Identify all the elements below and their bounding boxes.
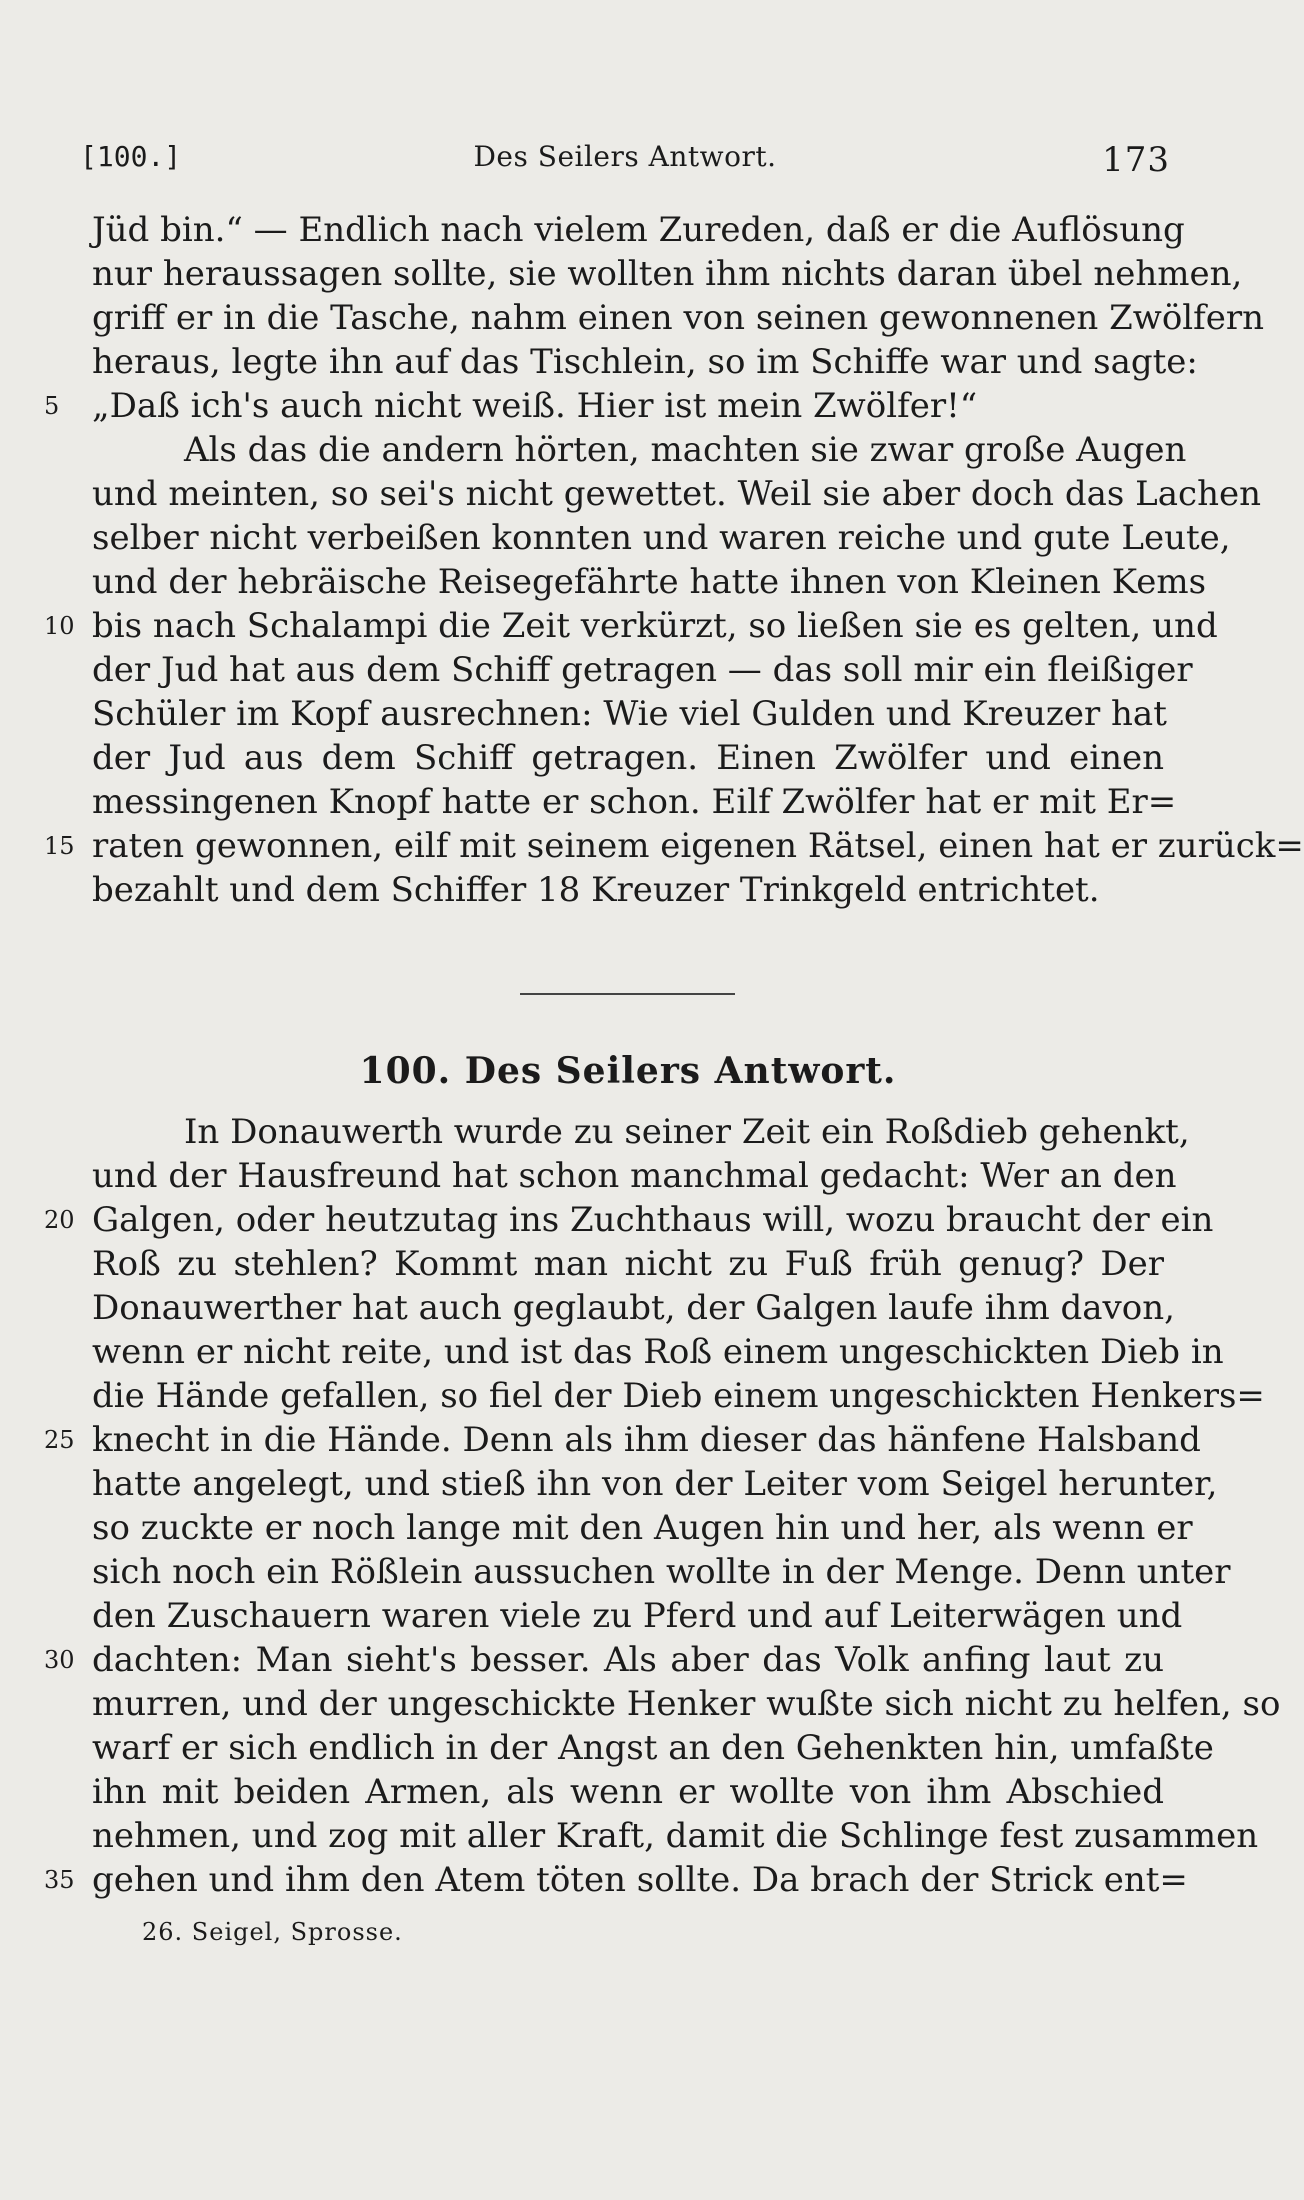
text-line: hatte angelegt, und stieß ihn von der Leiter vom Seigel herunter,: [92, 1464, 1218, 1504]
section-marker: [100.]: [80, 140, 182, 173]
text-line: dachten: Man sieht's besser. Als aber das Volk anfing laut zu: [92, 1640, 1164, 1680]
footnote: 26. Seigel, Sprosse.: [142, 1918, 403, 1946]
text-line: raten gewonnen, eilf mit seinem eigenen Rätsel, einen hat er zurück=: [92, 826, 1304, 866]
text-line: gehen und ihm den Atem töten sollte. Da brach der Strick ent=: [92, 1860, 1188, 1900]
line-number: 5: [44, 392, 60, 420]
text-line: messingenen Knopf hatte er schon. Eilf Zwölfer hat er mit Er=: [92, 782, 1177, 822]
text-line: den Zuschauern waren viele zu Pferd und auf Leiterwägen und: [92, 1596, 1183, 1636]
text-line: sich noch ein Rößlein aussuchen wollte in der Menge. Denn unter: [92, 1552, 1231, 1592]
text-line: „Daß ich's auch nicht weiß. Hier ist mein Zwölfer!“: [92, 386, 978, 426]
text-line: und der Hausfreund hat schon manchmal gedacht: Wer an den: [92, 1156, 1177, 1196]
line-number: 35: [44, 1866, 75, 1894]
text-line: nehmen, und zog mit aller Kraft, damit die Schlinge fest zusammen: [92, 1816, 1259, 1856]
section-divider: [520, 993, 735, 995]
text-line: Als das die andern hörten, machten sie zwar große Augen: [184, 430, 1187, 470]
line-number: 25: [44, 1426, 75, 1454]
text-line: warf er sich endlich in der Angst an den Gehenkten hin, umfaßte: [92, 1728, 1214, 1768]
text-line: ihn mit beiden Armen, als wenn er wollte von ihm Abschied: [92, 1772, 1164, 1812]
text-line: bezahlt und dem Schiffer 18 Kreuzer Trinkgeld entrichtet.: [92, 870, 1100, 910]
text-line: heraus, legte ihn auf das Tischlein, so im Schiffe war und sagte:: [92, 342, 1198, 382]
text-line: wenn er nicht reite, und ist das Roß einem ungeschickten Dieb in: [92, 1332, 1224, 1372]
section-title: 100. Des Seilers Antwort.: [359, 1050, 897, 1092]
text-line: der Jud aus dem Schiff getragen. Einen Zwölfer und einen: [92, 738, 1164, 778]
text-line: Jüd bin.“ — Endlich nach vielem Zureden, daß er die Auflösung: [92, 210, 1185, 250]
page-header: [80, 140, 1170, 180]
text-line: so zuckte er noch lange mit den Augen hin und her, als wenn er: [92, 1508, 1193, 1548]
text-line: selber nicht verbeißen konnten und waren reiche und gute Leute,: [92, 518, 1231, 558]
text-line: murren, und der ungeschickte Henker wußte sich nicht zu helfen, so: [92, 1684, 1281, 1724]
running-title: Des Seilers Antwort.: [473, 140, 777, 173]
text-line: und der hebräische Reisegefährte hatte ihnen von Kleinen Kems: [92, 562, 1207, 602]
text-line: bis nach Schalampi die Zeit verkürzt, so ließen sie es gelten, und: [92, 606, 1218, 646]
line-number: 10: [44, 612, 75, 640]
page-number: 173: [1102, 140, 1170, 180]
text-line: nur heraussagen sollte, sie wollten ihm nichts daran übel nehmen,: [92, 254, 1243, 294]
line-number: 15: [44, 832, 75, 860]
text-line: Galgen, oder heutzutag ins Zuchthaus will, wozu braucht der ein: [92, 1200, 1214, 1240]
line-number: 20: [44, 1206, 75, 1234]
text-line: und meinten, so sei's nicht gewettet. Weil sie aber doch das Lachen: [92, 474, 1261, 514]
text-line: der Jud hat aus dem Schiff getragen — das soll mir ein fleißiger: [92, 650, 1193, 690]
text-line: In Donauwerth wurde zu seiner Zeit ein Roßdieb gehenkt,: [184, 1112, 1190, 1152]
text-line: knecht in die Hände. Denn als ihm dieser das hänfene Halsband: [92, 1420, 1201, 1460]
text-line: Roß zu stehlen? Kommt man nicht zu Fuß früh genug? Der: [92, 1244, 1164, 1284]
line-number: 30: [44, 1646, 75, 1674]
text-line: die Hände gefallen, so fiel der Dieb einem ungeschickten Henkers=: [92, 1376, 1265, 1416]
text-line: Schüler im Kopf ausrechnen: Wie viel Gulden und Kreuzer hat: [92, 694, 1167, 734]
text-line: Donauwerther hat auch geglaubt, der Galgen laufe ihm davon,: [92, 1288, 1175, 1328]
text-line: griff er in die Tasche, nahm einen von seinen gewonnenen Zwölfern: [92, 298, 1265, 338]
